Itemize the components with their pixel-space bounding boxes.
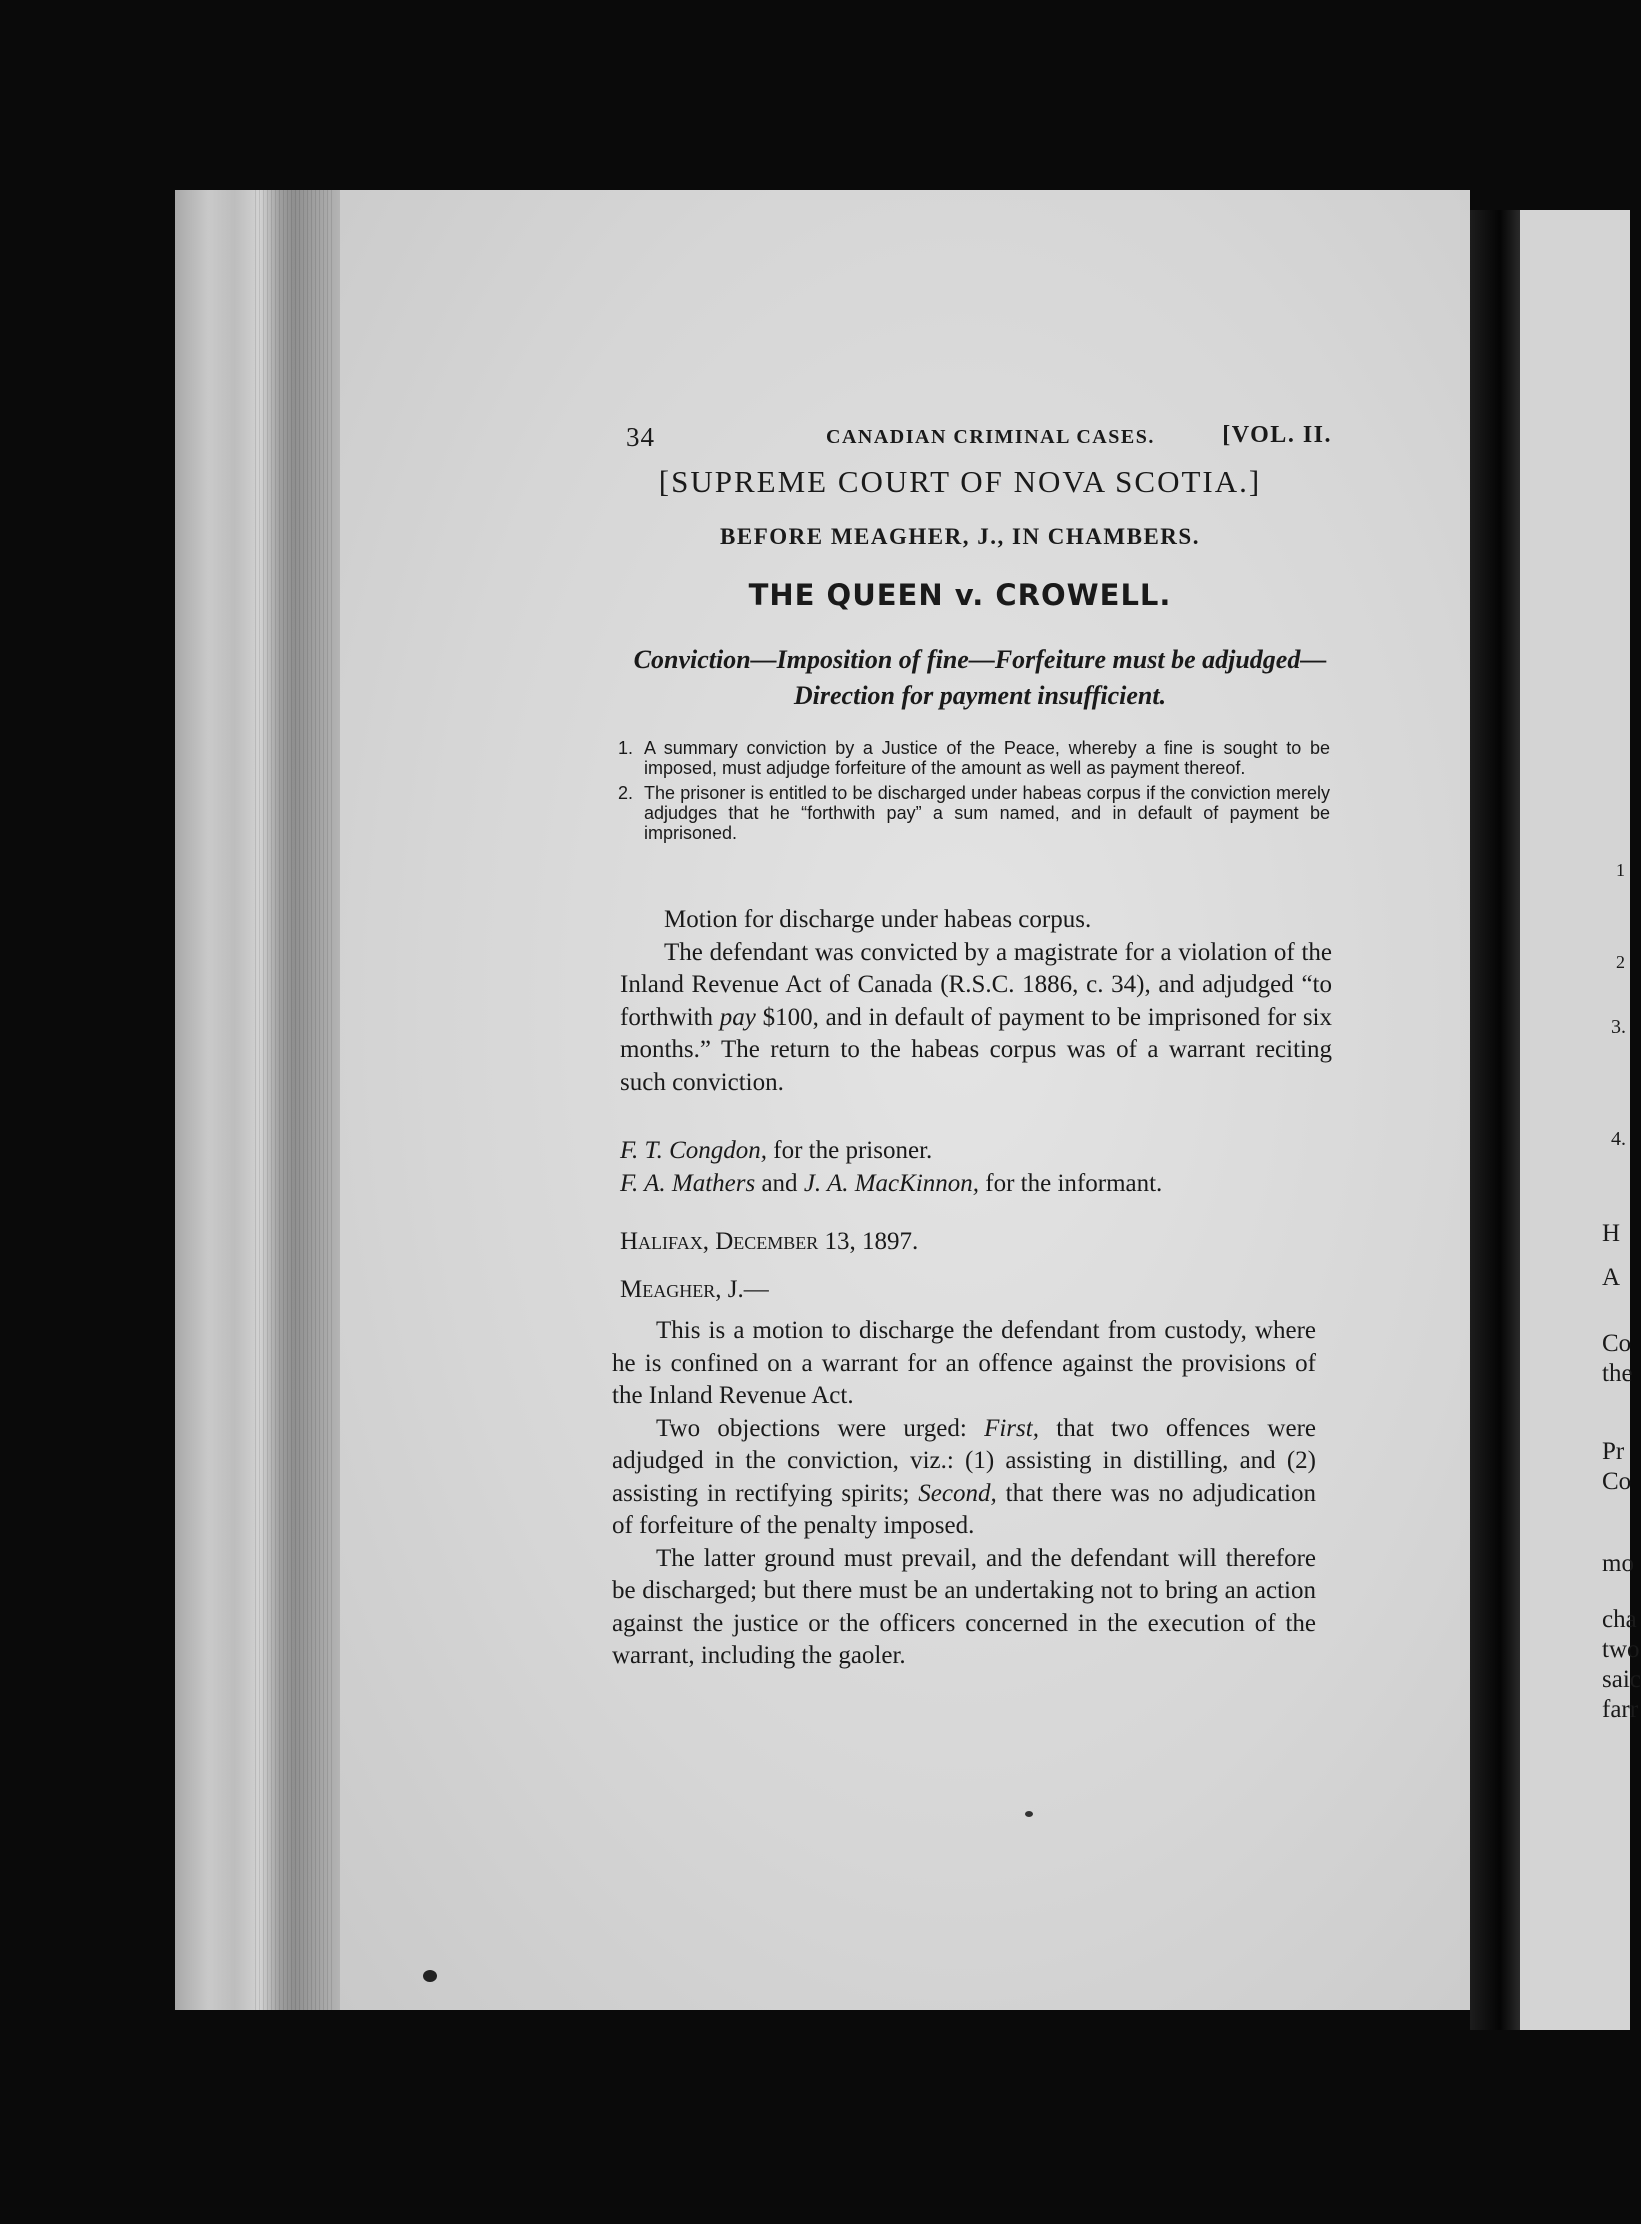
- facing-fragment: two: [1602, 1636, 1640, 1663]
- facing-fragment: H: [1602, 1220, 1621, 1247]
- motion-text: Motion for discharge under habeas corpus.: [664, 906, 1092, 933]
- facing-fragment: 2: [1616, 952, 1625, 972]
- counsel-prisoner: [620, 1135, 1332, 1168]
- catchwords-line-2: Direction for payment insufficient.: [793, 681, 1167, 710]
- judgment-text: that there was no adjudication of forfeiture of the penalty imposed.: [612, 1479, 1316, 1539]
- headnote-number: 1.: [618, 738, 634, 758]
- facing-fragment: farr: [1602, 1696, 1639, 1723]
- headnote: [618, 783, 1330, 843]
- facts-text: $100, and in default of payment to be imprisoned for six months.” The return to the habeas corpus was of a warrant reciting such conviction.: [620, 1003, 1333, 1096]
- before-line: BEFORE MEAGHER, J., IN CHAMBERS.: [720, 524, 1200, 549]
- headnote-text: A summary conviction by a Justice of the Peace, whereby a fine is sought to be imposed, must adjudge forfeiture of the amount as well as payment thereof.: [644, 738, 1330, 778]
- facts-paragraph: [620, 937, 1332, 1100]
- facts-emphasis: pay: [719, 1003, 756, 1031]
- judgment-text: Two objections were urged:: [656, 1414, 985, 1442]
- judgment-emphasis: First,: [984, 1414, 1039, 1442]
- counsel-name: F. T. Congdon,: [620, 1137, 768, 1164]
- running-title: CANADIAN CRIMINAL CASES.: [826, 426, 1155, 448]
- court-heading: [SUPREME COURT OF NOVA SCOTIA.]: [658, 464, 1262, 499]
- judgment-paragraph: [612, 1543, 1316, 1673]
- facing-fragment: cha: [1602, 1606, 1637, 1633]
- judgment-text: that two offences were adjudged in the conviction, viz.: (1) assisting in distilling, and (2) assisting in rectifying spirits;: [612, 1414, 1317, 1507]
- facing-fragment: 4.: [1611, 1128, 1626, 1150]
- judge-name: Meagher, J.—: [620, 1276, 769, 1303]
- facing-page: [1520, 210, 1630, 2030]
- catchwords-line-1: Conviction—Imposition of fine—Forfeiture must be adjudged—: [633, 645, 1327, 674]
- page-number: 34: [626, 422, 655, 452]
- judgment-emphasis: Second,: [918, 1479, 997, 1507]
- motion-section: [620, 904, 1332, 1099]
- headnotes: [618, 738, 1330, 848]
- catchwords: [620, 642, 1340, 714]
- facts-text: The defendant was convicted by a magistrate for a violation of the Inland Revenue Act of Canada (R.S.C. 1886, c. 34), and adjudged “to forthwith: [620, 938, 1332, 1031]
- book-gutter: [1470, 210, 1520, 2030]
- counsel-informant: [620, 1168, 1332, 1201]
- volume-label: [VOL. II.: [1222, 422, 1332, 448]
- facing-fragment: mo: [1602, 1550, 1634, 1577]
- judgment-paragraph: [612, 1413, 1316, 1543]
- facing-fragment: Co: [1602, 1330, 1632, 1357]
- counsel-section: [620, 1135, 1332, 1200]
- judgment-paragraph: [612, 1315, 1316, 1413]
- page-stack-lines: [255, 190, 335, 2010]
- headnote-text: The prisoner is entitled to be discharged under habeas corpus if the conviction merely adjudges that he “forthwith pay” a sum named, and in default of payment be imprisoned.: [644, 783, 1330, 843]
- running-head: [626, 422, 1332, 458]
- judgment-text: The latter ground must prevail, and the defendant will therefore be discharged; but there must be an undertaking not to bring an action against the justice or the officers concerned in the execution of the warrant, including the gaoler.: [612, 1544, 1316, 1669]
- date-line: Halifax, December 13, 1897.: [620, 1228, 919, 1255]
- counsel-role: for the prisoner.: [767, 1137, 933, 1164]
- facing-fragment: 1: [1616, 860, 1625, 880]
- facing-fragment: saic: [1602, 1666, 1641, 1693]
- judgment-section: [612, 1315, 1316, 1673]
- motion-paragraph: [620, 904, 1332, 937]
- headnote: [618, 738, 1330, 778]
- headnote-number: 2.: [618, 783, 634, 803]
- counsel-conjunction: and: [755, 1169, 804, 1197]
- ink-speck: [1025, 1811, 1033, 1817]
- facing-fragment: Pr: [1602, 1438, 1625, 1465]
- judgment-text: This is a motion to discharge the defendant from custody, where he is confined on a warrant for an offence against the provisions of the Inland Revenue Act.: [612, 1317, 1316, 1409]
- counsel-name: J. A. MacKinnon,: [803, 1169, 980, 1197]
- ink-speck: [423, 1970, 437, 1982]
- case-title: THE QUEEN v. CROWELL.: [748, 578, 1172, 612]
- counsel-role: for the informant.: [979, 1169, 1163, 1197]
- counsel-name: F. A. Mathers: [620, 1169, 756, 1197]
- facing-fragment: 3.: [1611, 1016, 1626, 1038]
- facing-fragment: A: [1602, 1264, 1621, 1291]
- facing-fragment: the: [1602, 1360, 1633, 1387]
- page: [340, 190, 1470, 2010]
- facing-fragment: Co: [1602, 1468, 1632, 1495]
